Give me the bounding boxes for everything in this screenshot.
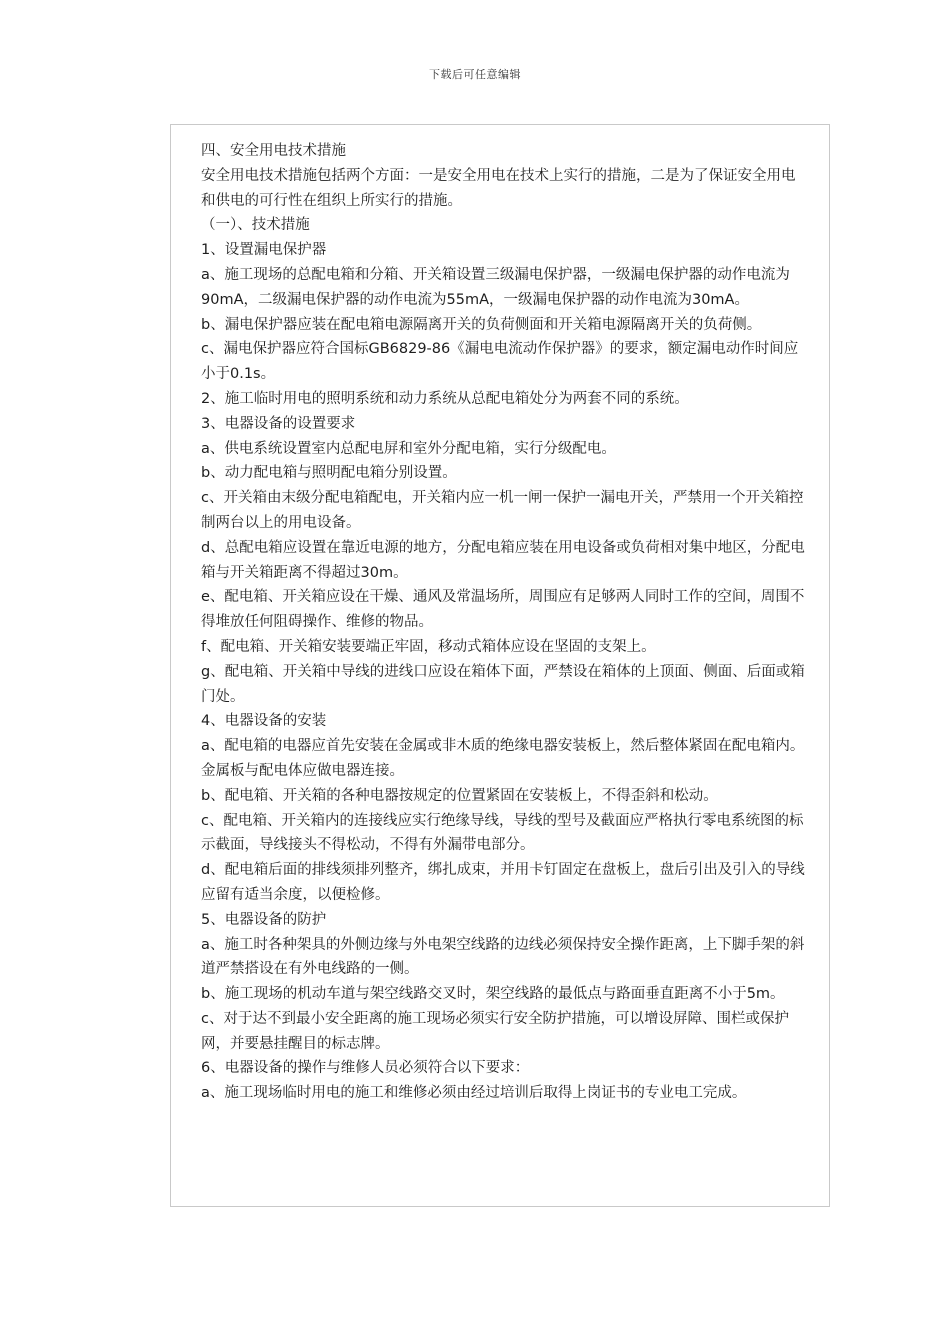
paragraph: a、施工现场的总配电箱和分箱、开关箱设置三级漏电保护器，一级漏电保护器的动作电流为90mA，二级漏电保护器的动作电流为55mA，一级漏电保护器的动作电流为30mA。 <box>201 266 790 308</box>
paragraph: 安全用电技术措施包括两个方面：一是安全用电在技术上实行的措施，二是为了保证安全用电和供电的可行性在组织上所实行的措施。 <box>201 167 796 209</box>
item-heading: 3、电器设备的设置要求 <box>201 415 356 432</box>
item-heading: 6、电器设备的操作与维修人员必须符合以下要求： <box>201 1060 530 1077</box>
paragraph: c、配电箱、开关箱内的连接线应实行绝缘导线，导线的型号及截面应严格执行零电系统图的标示截面，导线接头不得松动，不得有外漏带电部分。 <box>201 812 804 854</box>
paragraph: b、施工现场的机动车道与架空线路交叉时，架空线路的最低点与路面垂直距离不小于5m。 <box>201 986 785 1003</box>
paragraph: e、配电箱、开关箱应设在干燥、通风及常温场所，周围应有足够两人同时工作的空间，周围不得堆放任何阻碍操作、维修的物品。 <box>201 589 805 631</box>
paragraph: b、漏电保护器应装在配电箱电源隔离开关的负荷侧面和开关箱电源隔离开关的负荷侧。 <box>201 316 762 333</box>
item-heading: 5、电器设备的防护 <box>201 911 327 928</box>
paragraph: b、动力配电箱与照明配电箱分别设置。 <box>201 465 457 482</box>
paragraph: c、漏电保护器应符合国标GB6829-86《漏电电流动作保护器》的要求，额定漏电动作时间应小于0.1s。 <box>201 341 799 383</box>
paragraph: f、配电箱、开关箱安装要端正牢固，移动式箱体应设在坚固的支架上。 <box>201 638 656 655</box>
paragraph: b、配电箱、开关箱的各种电器按规定的位置紧固在安装板上，不得歪斜和松动。 <box>201 787 718 804</box>
paragraph: a、供电系统设置室内总配电屏和室外分配电箱，实行分级配电。 <box>201 440 616 457</box>
paragraph: d、配电箱后面的排线须排列整齐，绑扎成束，并用卡钉固定在盘板上，盘后引出及引入的导线应留有适当余度，以便检修。 <box>201 862 805 903</box>
paragraph: g、配电箱、开关箱中导线的进线口应设在箱体下面，严禁设在箱体的上顶面、侧面、后面或箱门处。 <box>201 663 805 705</box>
paragraph: d、总配电箱应设置在靠近电源的地方，分配电箱应装在用电设备或负荷相对集中地区，分配电箱与开关箱距离不得超过30m。 <box>201 539 805 581</box>
paragraph: c、开关箱由末级分配电箱配电，开关箱内应一机一闸一保护一漏电开关，严禁用一个开关箱控制两台以上的用电设备。 <box>201 490 804 531</box>
item-heading: 4、电器设备的安装 <box>201 713 327 730</box>
paragraph: c、对于达不到最小安全距离的施工现场必须实行安全防护措施，可以增设屏障、围栏或保护网，并要悬挂醒目的标志牌。 <box>201 1010 789 1052</box>
paragraph: a、施工现场临时用电的施工和维修必须由经过培训后取得上岗证书的专业电工完成。 <box>201 1085 747 1102</box>
paragraph: a、配电箱的电器应首先安装在金属或非木质的绝缘电器安装板上，然后整体紧固在配电箱内。金属板与配电体应做电器连接。 <box>201 738 805 779</box>
item-heading: 1、设置漏电保护器 <box>201 242 327 259</box>
subsection-heading: （一）、技术措施 <box>201 217 310 234</box>
page-header: 下载后可任意编辑 <box>429 68 521 81</box>
section-heading: 四、安全用电技术措施 <box>201 143 346 159</box>
paragraph: a、施工时各种架具的外侧边缘与外电架空线路的边线必须保持安全操作距离，上下脚手架的斜道严禁搭设在有外电线路的一侧。 <box>201 936 805 978</box>
document-body <box>201 139 807 1106</box>
item-heading: 2、施工临时用电的照明系统和动力系统从总配电箱处分为两套不同的系统。 <box>201 390 689 407</box>
